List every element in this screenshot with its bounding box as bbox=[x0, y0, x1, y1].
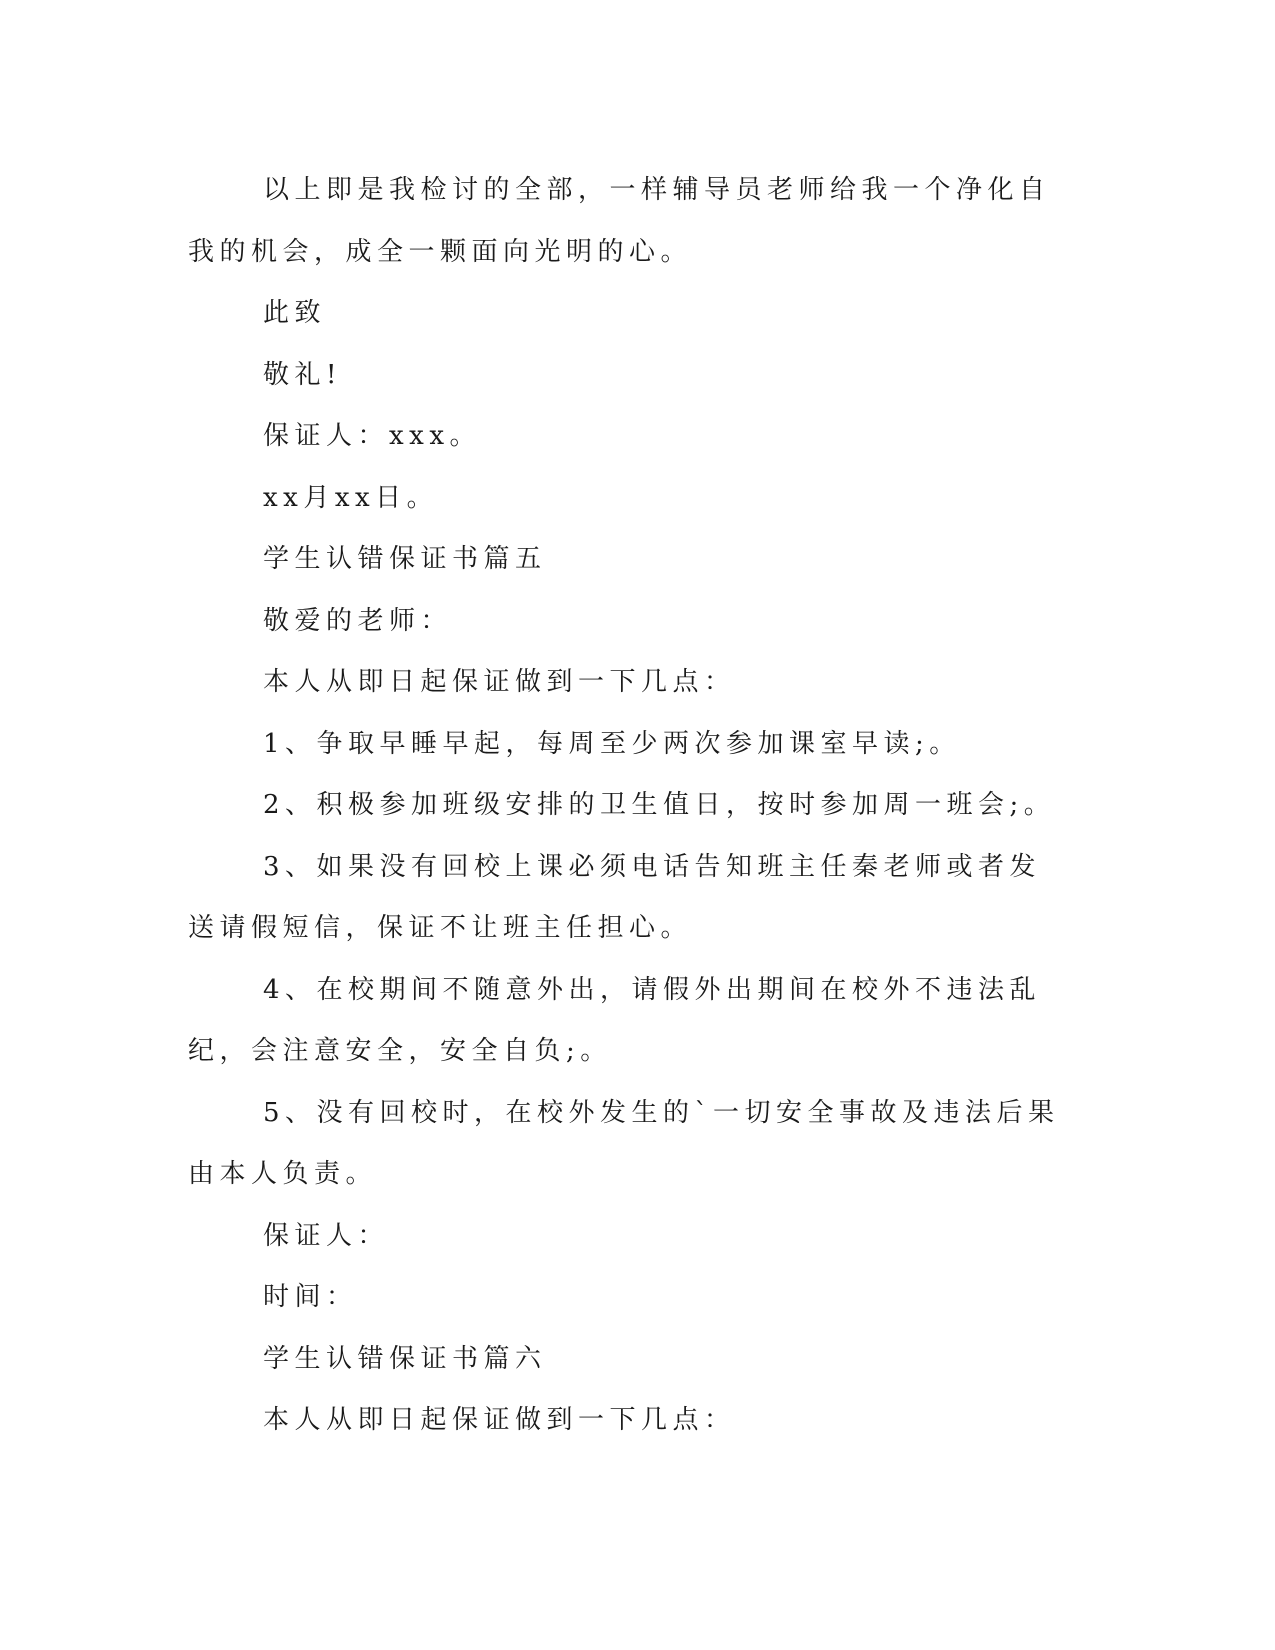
signer-line: 保证人： bbox=[263, 1220, 390, 1251]
pledge-item: 3、如果没有回校上课必须电话告知班主任秦老师或者发送请假短信，保证不让班主任担心。 bbox=[188, 851, 1042, 943]
pledge-item: 2、积极参加班级安排的卫生值日，按时参加周一班会;。 bbox=[263, 790, 1056, 820]
greeting-line: 敬爱的老师： bbox=[263, 605, 453, 636]
signer-line: 保证人：xxx。 bbox=[263, 421, 481, 451]
pledge-item: 5、没有回校时，在校外发生的`一切安全事故及违法后果由本人负责。 bbox=[188, 1097, 1060, 1189]
salutation-line: 此致 bbox=[263, 298, 327, 328]
date-line: 时间： bbox=[263, 1282, 358, 1312]
pledge-item: 1、争取早睡早起，每周至少两次参加课室早读;。 bbox=[263, 728, 961, 759]
salutation-line: 敬礼! bbox=[263, 359, 342, 390]
date-line: xx月xx日。 bbox=[263, 482, 439, 513]
pledge-item: 4、在校期间不随意外出，请假外出期间在校外不违法乱纪，会注意安全，安全自负;。 bbox=[188, 974, 1042, 1066]
intro-paragraph: 本人从即日起保证做到一下几点： bbox=[263, 667, 736, 697]
section-heading: 学生认错保证书篇五 bbox=[263, 544, 547, 574]
section-heading: 学生认错保证书篇六 bbox=[263, 1343, 547, 1374]
closing-paragraph: 以上即是我检讨的全部，一样辅导员老师给我一个净化自我的机会，成全一颗面向光明的心。 bbox=[188, 175, 1051, 267]
document-body bbox=[188, 160, 1068, 1452]
intro-paragraph: 本人从即日起保证做到一下几点： bbox=[263, 1405, 736, 1435]
